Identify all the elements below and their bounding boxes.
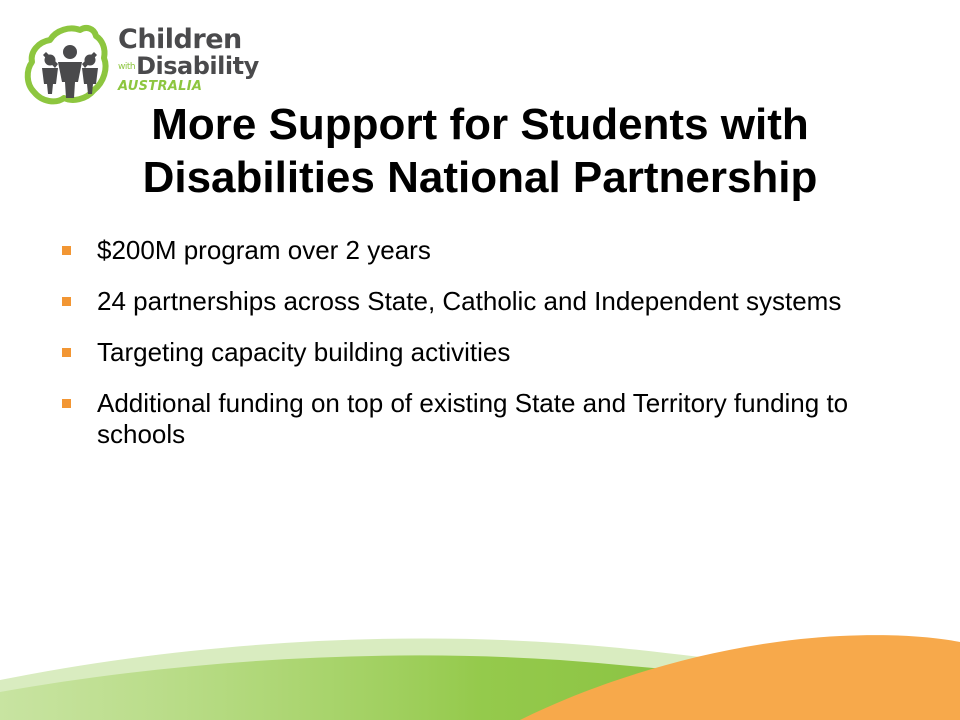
bullet-text: $200M program over 2 years <box>97 235 431 265</box>
square-bullet-icon <box>62 399 71 408</box>
bullet-item <box>60 337 900 368</box>
slide-title: More Support for Students with Disabilities National Partnership <box>142 100 818 202</box>
square-bullet-icon <box>62 246 71 255</box>
bullet-item <box>60 286 900 317</box>
logo-line-australia: AUSTRALIA <box>118 79 203 94</box>
footer-wave-decoration <box>0 620 960 720</box>
square-bullet-icon <box>62 348 71 357</box>
square-bullet-icon <box>62 297 71 306</box>
bullet-item <box>60 235 900 266</box>
logo-wordmark <box>118 26 259 93</box>
logo-word-disability: Disability <box>136 52 259 80</box>
bullet-text: 24 partnerships across State, Catholic and Independent systems <box>97 286 842 316</box>
logo-word-with: with <box>118 61 136 72</box>
logo-line-disability <box>118 54 259 78</box>
bullet-list <box>60 235 900 470</box>
logo-line-children: Children <box>118 24 242 55</box>
bullet-item <box>60 388 900 450</box>
bullet-text: Targeting capacity building activities <box>97 337 511 367</box>
bullet-text: Additional funding on top of existing State and Territory funding to schools <box>97 388 849 449</box>
